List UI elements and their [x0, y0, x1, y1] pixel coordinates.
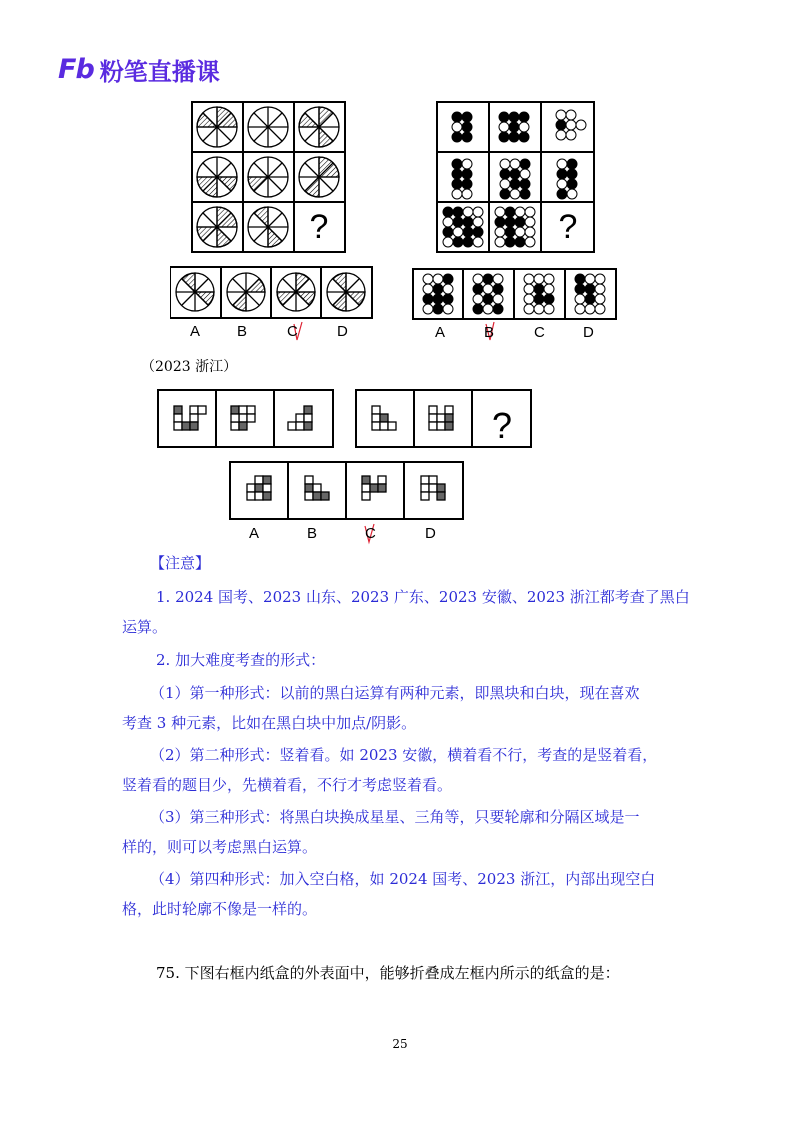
- note-4-line-2: 竖着看的题目少，先横着看，不行才考虑竖着看。: [122, 776, 453, 794]
- year-tag: （2023 浙江）: [141, 359, 238, 375]
- logo-mark: Fb: [58, 53, 94, 85]
- note-4-line-1: （2）第二种形式：竖着看。如 2023 安徽，横着看不行，考查的是竖着看，: [150, 746, 658, 764]
- figure1-option-d: D: [337, 323, 348, 340]
- figure-dot-puzzle: [410, 100, 630, 345]
- header-logo: [58, 52, 220, 86]
- figure3-option-d: D: [425, 525, 436, 542]
- figure1-option-b: B: [237, 323, 248, 340]
- figure1-option-a: A: [190, 323, 201, 340]
- note-5-line-2: 样的，则可以考虑黑白运算。: [122, 838, 318, 856]
- block-puzzle-graphic: [155, 380, 545, 550]
- figure2-question-mark: ?: [558, 208, 578, 246]
- note-6-line-1: （4）第四种形式：加入空白格，如 2024 国考、2023 浙江，内部出现空白: [150, 870, 656, 888]
- figure-circle-puzzle: [170, 100, 390, 345]
- note-1-line-1: 1. 2024 国考、2023 山东、2023 广东、2023 安徽、2023 浙江都考查了黑白: [156, 588, 690, 606]
- note-2: 2. 加大难度考查的形式：: [156, 651, 326, 669]
- figure3-option-c: C: [365, 525, 376, 542]
- figure3-option-b: B: [307, 525, 318, 542]
- note-3-line-2: 考查 3 种元素，比如在黑白块中加点/阴影。: [122, 714, 417, 732]
- circle-puzzle-graphic: [170, 100, 390, 345]
- figure2-option-b: B: [484, 324, 495, 341]
- figure1-option-c: C: [287, 323, 298, 340]
- figure3-option-a: A: [249, 525, 260, 542]
- figure3-question-mark: ?: [491, 405, 513, 446]
- note-5-line-1: （3）第三种形式：将黑白块换成星星、三角等，只要轮廓和分隔区域是一: [150, 808, 640, 826]
- figure2-option-a: A: [435, 324, 446, 341]
- dot-puzzle-graphic: [410, 100, 630, 345]
- note-3-line-1: （1）第一种形式：以前的黑白运算有两种元素，即黑块和白块，现在喜欢: [150, 684, 640, 702]
- figure-block-puzzle: [155, 380, 545, 550]
- notes-heading: 【注意】: [150, 554, 211, 572]
- figure2-option-d: D: [583, 324, 594, 341]
- note-6-line-2: 格，此时轮廓不像是一样的。: [122, 900, 318, 918]
- figure2-option-c: C: [534, 324, 545, 341]
- brand-name: 粉笔直播课: [99, 57, 220, 86]
- note-1-line-2: 运算。: [122, 618, 168, 636]
- question-75: 75. 下图右框内纸盒的外表面中，能够折叠成左框内所示的纸盒的是：: [156, 964, 620, 982]
- figure1-question-mark: ?: [309, 208, 329, 246]
- page-number: 25: [392, 1037, 408, 1051]
